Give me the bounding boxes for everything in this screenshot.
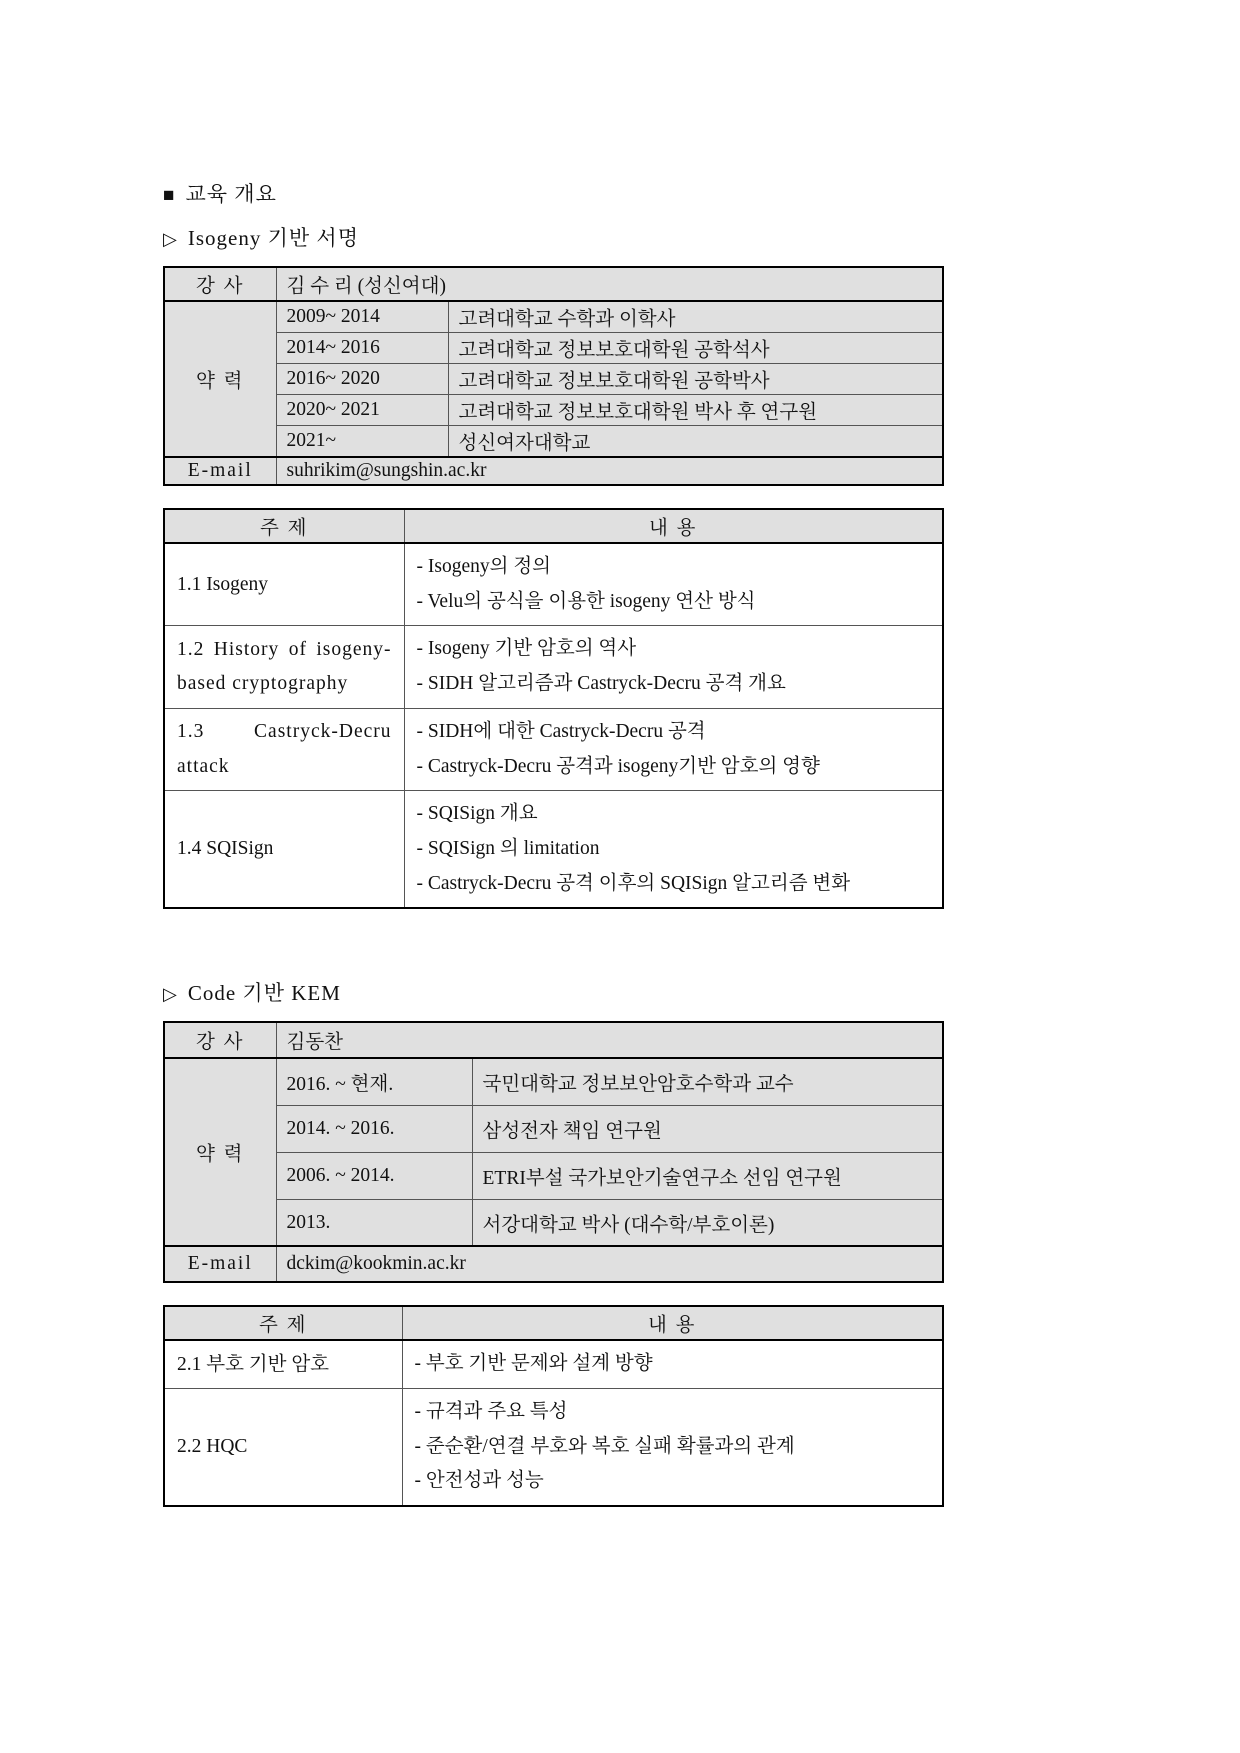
email-value: suhrikim@sungshin.ac.kr <box>276 457 943 485</box>
table-row <box>164 1058 943 1105</box>
topic-cell: 1.4 SQISign <box>164 791 404 909</box>
bio-desc: 국민대학교 정보보안암호수학과 교수 <box>472 1058 943 1105</box>
content-line: - Isogeny의 정의 <box>416 556 551 577</box>
content-line: - Isogeny 기반 암호의 역사 <box>416 638 637 660</box>
content-column-header: 내 용 <box>402 1306 943 1340</box>
bio-desc: 서강대학교 박사 (대수학/부호이론) <box>472 1199 943 1246</box>
triangle-bullet-icon: ▷ <box>163 984 178 1005</box>
section2-heading-text: Code 기반 KEM <box>187 981 341 1006</box>
bio-period: 2009~ 2014 <box>276 301 448 333</box>
topic-column-header: 주 제 <box>164 1306 402 1340</box>
bio-desc: 고려대학교 정보보호대학원 박사 후 연구원 <box>448 395 943 426</box>
bio-desc: 고려대학교 정보보호대학원 공학석사 <box>448 333 943 364</box>
instructor-name: 김 수 리 (성신여대) <box>276 267 943 301</box>
table-row <box>164 1246 943 1282</box>
table-row <box>164 626 943 708</box>
content-cell <box>402 1389 943 1507</box>
table-row <box>164 543 943 626</box>
triangle-bullet-icon: ▷ <box>163 229 178 249</box>
topic-cell: 1.2 History of isogeny-based cryptography <box>164 626 404 708</box>
table-row <box>164 791 943 909</box>
content-line: - 안전성과 성능 <box>414 1470 544 1492</box>
table-row <box>164 1022 943 1058</box>
content-line: - SQISign 의 limitation <box>416 837 600 859</box>
square-bullet-icon: ■ <box>163 185 176 206</box>
email-label: E-mail <box>164 1246 276 1282</box>
section1-heading-text: Isogeny 기반 서명 <box>187 226 359 250</box>
document-page <box>163 178 944 1529</box>
topic-table-1 <box>163 508 944 909</box>
instructor-table-1 <box>163 266 944 486</box>
content-cell <box>404 708 943 790</box>
table-row <box>164 708 943 790</box>
bio-period: 2016~ 2020 <box>276 364 448 395</box>
bio-desc: 고려대학교 정보보호대학원 공학박사 <box>448 364 943 395</box>
bio-desc: 성신여자대학교 <box>448 426 943 458</box>
section2-heading <box>163 977 944 1007</box>
content-line: - SQISign 개요 <box>416 803 538 825</box>
table-row <box>164 1340 943 1388</box>
content-line: - Castryck-Decru 공격 이후의 SQISign 알고리즘 변화 <box>416 872 851 894</box>
content-cell <box>402 1340 943 1388</box>
bio-period: 2006. ~ 2014. <box>276 1152 472 1199</box>
bio-period: 2021~ <box>276 426 448 458</box>
instructor-table-2 <box>163 1021 944 1283</box>
bio-desc: ETRI부설 국가보안기술연구소 선임 연구원 <box>472 1152 943 1199</box>
content-line: - Castryck-Decru 공격과 isogeny기반 암호의 영향 <box>416 755 820 777</box>
table-row <box>164 333 943 364</box>
topic-cell: 2.2 HQC <box>164 1389 402 1507</box>
bio-label: 약 력 <box>164 301 276 457</box>
bio-desc: 삼성전자 책임 연구원 <box>472 1105 943 1152</box>
content-cell <box>404 791 943 909</box>
topic-cell: 1.1 Isogeny <box>164 543 404 626</box>
instructor-label: 강 사 <box>164 1022 276 1058</box>
table-row <box>164 457 943 485</box>
content-cell <box>404 626 943 708</box>
topic-column-header: 주 제 <box>164 509 404 543</box>
bio-period: 2014~ 2016 <box>276 333 448 364</box>
email-label: E-mail <box>164 457 276 485</box>
page-title-text: 교육 개요 <box>185 182 277 206</box>
bio-period: 2014. ~ 2016. <box>276 1105 472 1152</box>
content-column-header: 내 용 <box>404 509 943 543</box>
table-row <box>164 1152 943 1199</box>
table-row <box>164 301 943 333</box>
table-row <box>164 267 943 301</box>
content-line: - SIDH 알고리즘과 Castryck-Decru 공격 개요 <box>416 673 786 695</box>
table-row <box>164 1199 943 1246</box>
table-row <box>164 1389 943 1507</box>
table-row <box>164 1105 943 1152</box>
content-cell <box>404 543 943 626</box>
bio-period: 2016. ~ 현재. <box>276 1058 472 1105</box>
page-title <box>163 178 944 208</box>
bio-period: 2020~ 2021 <box>276 395 448 426</box>
content-line: - SIDH에 대한 Castryck-Decru 공격 <box>416 720 706 742</box>
content-line: - 규격과 주요 특성 <box>414 1401 568 1423</box>
email-value: dckim@kookmin.ac.kr <box>276 1246 943 1282</box>
instructor-label: 강 사 <box>164 267 276 301</box>
content-line: - 부호 기반 문제와 설계 방향 <box>414 1353 653 1375</box>
instructor-name: 김동찬 <box>276 1022 943 1058</box>
topic-table-2 <box>163 1305 944 1507</box>
table-row <box>164 426 943 458</box>
content-line: - 준순환/연결 부호와 복호 실패 확률과의 관계 <box>414 1435 795 1457</box>
topic-cell: 1.3 Castryck-Decru attack <box>164 708 404 790</box>
bio-label: 약 력 <box>164 1058 276 1246</box>
table-row <box>164 395 943 426</box>
table-row <box>164 364 943 395</box>
topic-cell: 2.1 부호 기반 암호 <box>164 1340 402 1388</box>
section1-heading <box>163 222 944 252</box>
table-header-row <box>164 1306 943 1340</box>
content-line: - Velu의 공식을 이용한 isogeny 연산 방식 <box>416 590 756 612</box>
bio-desc: 고려대학교 수학과 이학사 <box>448 301 943 333</box>
table-header-row <box>164 509 943 543</box>
bio-period: 2013. <box>276 1199 472 1246</box>
